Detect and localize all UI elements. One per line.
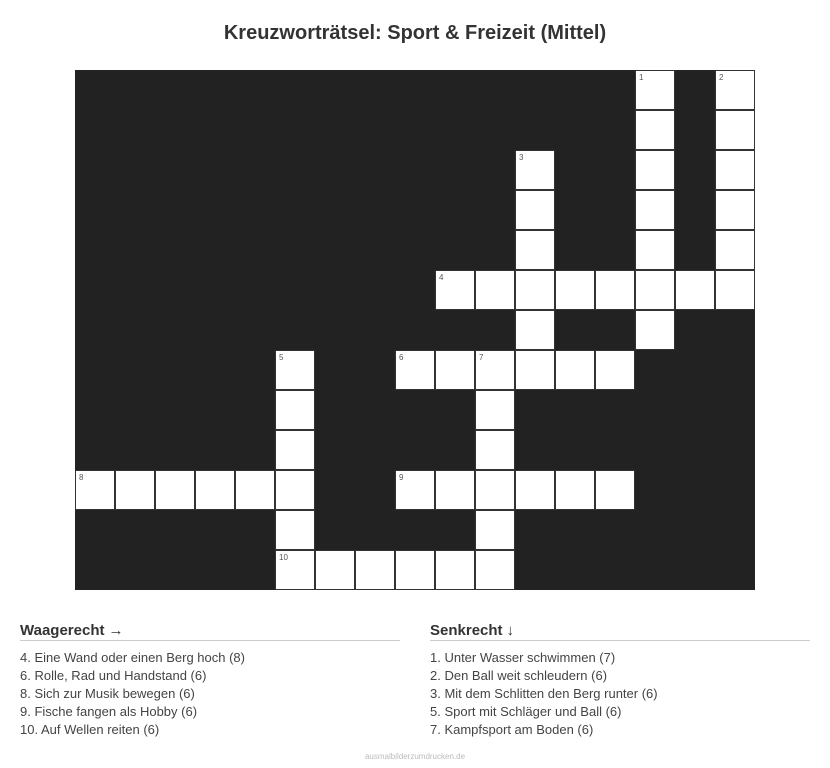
grid-cell[interactable]: [515, 310, 555, 350]
grid-cell[interactable]: [715, 190, 755, 230]
grid-cell[interactable]: [395, 470, 435, 510]
grid-cell[interactable]: [475, 270, 515, 310]
grid-cell[interactable]: [115, 470, 155, 510]
clue-down-2: 2. Den Ball weit schleudern (6): [430, 668, 608, 683]
grid-cell[interactable]: [635, 70, 675, 110]
clue-number: 10: [279, 553, 288, 562]
across-heading-label: Waagerecht: [20, 622, 105, 639]
clue-number: 5: [279, 353, 284, 362]
clue-number: 3: [519, 153, 524, 162]
grid-cell[interactable]: [595, 350, 635, 390]
puzzle-title: Kreuzworträtsel: Sport & Freizeit (Mittel): [223, 22, 607, 44]
grid-cell[interactable]: [275, 390, 315, 430]
clue-down-1: 1. Unter Wasser schwimmen (7): [430, 650, 616, 665]
footer-credit: ausmalbilderzumdrucken.de: [364, 752, 466, 761]
grid-cell[interactable]: [515, 270, 555, 310]
crossword-grid: [75, 70, 755, 590]
grid-cell[interactable]: [555, 350, 595, 390]
grid-cell[interactable]: [435, 270, 475, 310]
grid-cell[interactable]: [515, 350, 555, 390]
grid-cell[interactable]: [435, 550, 475, 590]
grid-cell[interactable]: [635, 150, 675, 190]
clue-number: 1: [639, 73, 644, 82]
grid-cell[interactable]: [515, 230, 555, 270]
clue-across-8: 8. Sich zur Musik bewegen (6): [20, 686, 195, 701]
grid-cell[interactable]: [475, 510, 515, 550]
grid-cell[interactable]: [555, 270, 595, 310]
grid-cell[interactable]: [435, 470, 475, 510]
grid-cell[interactable]: [715, 70, 755, 110]
clue-across-9: 9. Fische fangen als Hobby (6): [20, 704, 198, 719]
grid-cell[interactable]: [595, 470, 635, 510]
grid-cell[interactable]: [595, 270, 635, 310]
clue-across-10: 10. Auf Wellen reiten (6): [20, 722, 160, 737]
grid-cell[interactable]: [315, 550, 355, 590]
grid-cell[interactable]: [555, 470, 595, 510]
clue-number: 6: [399, 353, 404, 362]
right-arrow-icon: →: [108, 622, 124, 639]
grid-cell[interactable]: [195, 470, 235, 510]
grid-cell[interactable]: [155, 470, 195, 510]
grid-cell[interactable]: [475, 470, 515, 510]
clue-number: 9: [399, 473, 404, 482]
down-arrow-icon: ↓: [506, 622, 515, 639]
grid-cell[interactable]: [515, 150, 555, 190]
clue-across-4: 4. Eine Wand oder einen Berg hoch (8): [20, 650, 245, 665]
grid-cell[interactable]: [475, 430, 515, 470]
down-heading-label: Senkrecht: [430, 622, 503, 639]
grid-cell[interactable]: [515, 470, 555, 510]
clue-number: 2: [719, 73, 724, 82]
clue-down-7: 7. Kampfsport am Boden (6): [430, 722, 594, 737]
grid-cell[interactable]: [435, 350, 475, 390]
grid-cell[interactable]: [515, 190, 555, 230]
grid-cell[interactable]: [395, 550, 435, 590]
grid-cell[interactable]: [635, 230, 675, 270]
grid-cell[interactable]: [235, 470, 275, 510]
grid-cell[interactable]: [275, 350, 315, 390]
grid-cell[interactable]: [275, 510, 315, 550]
down-heading: [430, 621, 810, 641]
across-clues: [20, 621, 400, 739]
grid-cell[interactable]: [475, 550, 515, 590]
grid-cell[interactable]: [275, 430, 315, 470]
grid-cell[interactable]: [715, 110, 755, 150]
clue-number: 7: [479, 353, 484, 362]
clue-number: 8: [79, 473, 84, 482]
grid-cell[interactable]: [395, 350, 435, 390]
grid-cell[interactable]: [355, 550, 395, 590]
clue-down-5: 5. Sport mit Schläger und Ball (6): [430, 704, 622, 719]
grid-cell[interactable]: [275, 550, 315, 590]
grid-cell[interactable]: [715, 150, 755, 190]
grid-cell[interactable]: [275, 470, 315, 510]
grid-cell[interactable]: [75, 470, 115, 510]
grid-cell[interactable]: [675, 270, 715, 310]
across-heading: [20, 621, 400, 641]
grid-cell[interactable]: [635, 270, 675, 310]
grid-cell[interactable]: [635, 310, 675, 350]
grid-cell[interactable]: [475, 350, 515, 390]
clue-down-3: 3. Mit dem Schlitten den Berg runter (6): [430, 686, 658, 701]
grid-cell[interactable]: [715, 270, 755, 310]
grid-cell[interactable]: [635, 110, 675, 150]
grid-cell[interactable]: [635, 190, 675, 230]
grid-cell[interactable]: [715, 230, 755, 270]
grid-cell[interactable]: [475, 390, 515, 430]
clue-across-6: 6. Rolle, Rad und Handstand (6): [20, 668, 207, 683]
clue-number: 4: [439, 273, 444, 282]
down-clues: [430, 621, 810, 739]
